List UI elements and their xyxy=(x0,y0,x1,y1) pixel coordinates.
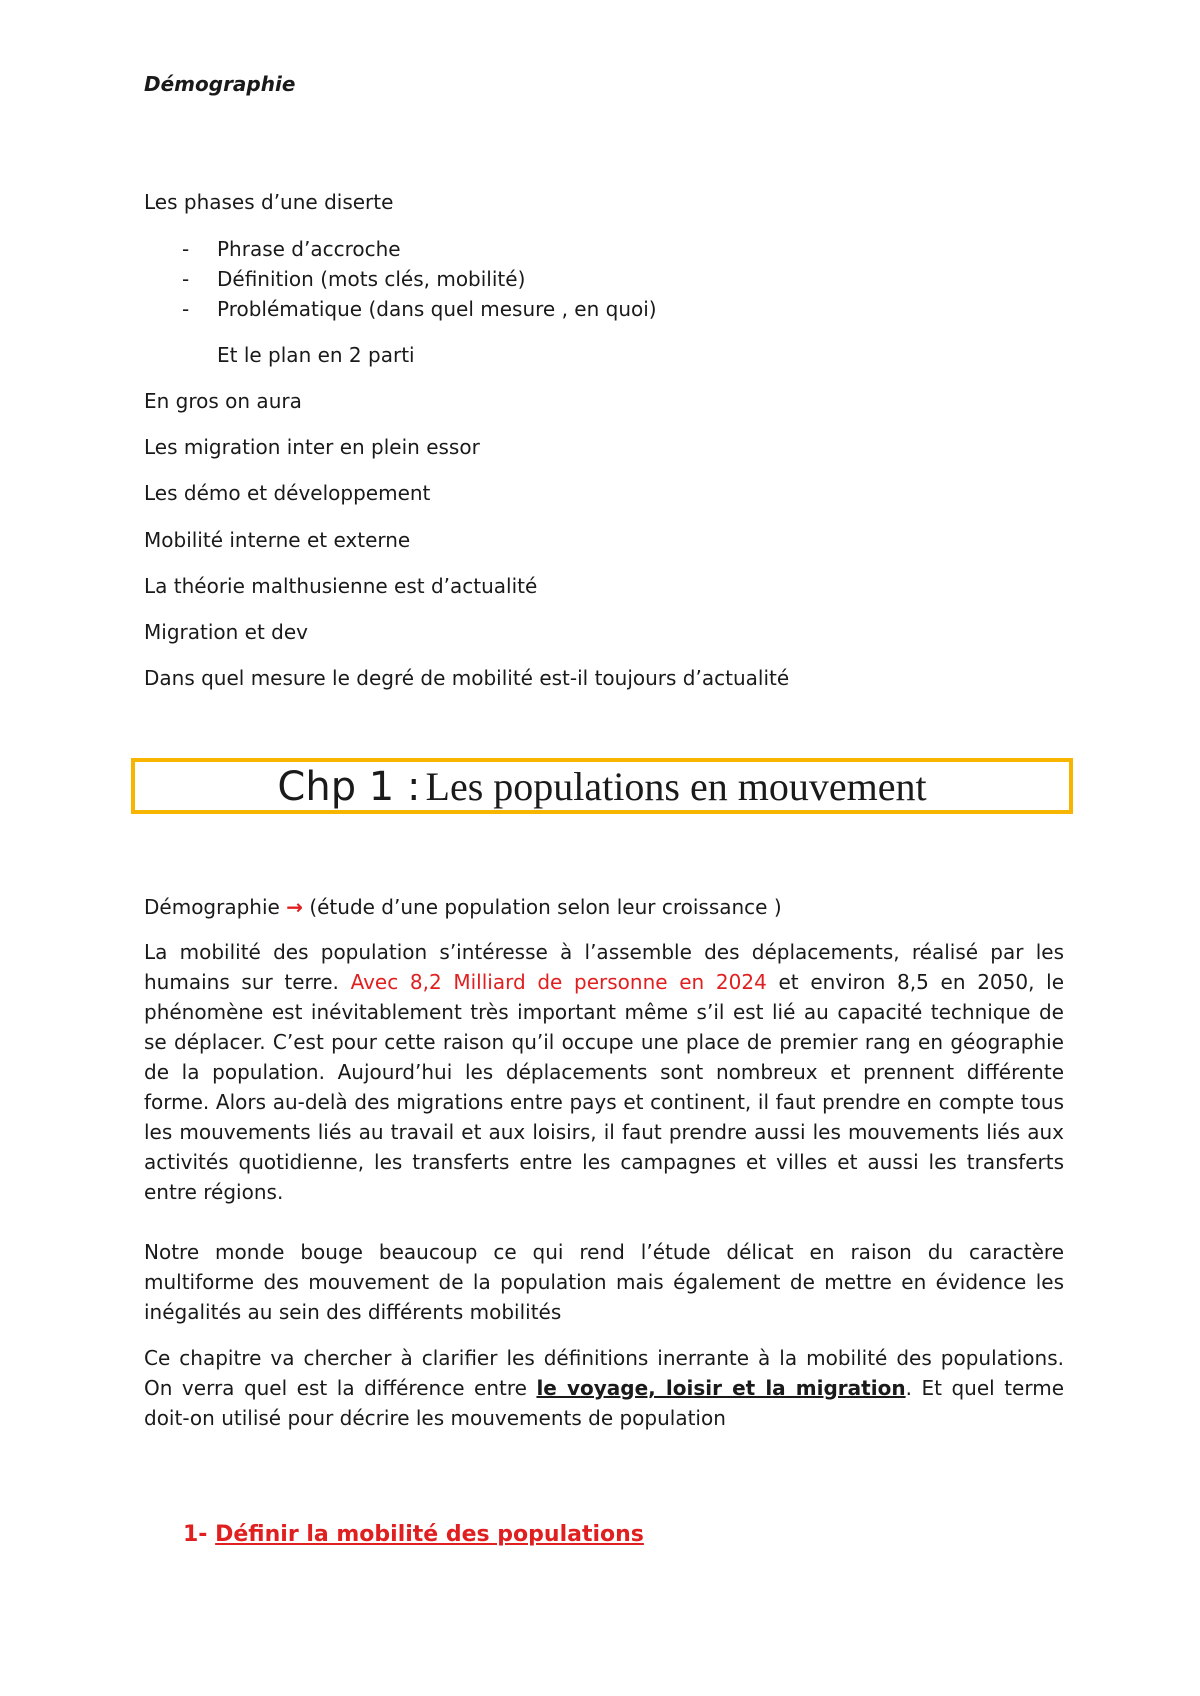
section-number: 1- xyxy=(183,1522,208,1547)
phases-list xyxy=(144,234,657,324)
list-item-text: Phrase d’accroche xyxy=(217,237,401,261)
paragraph-chapter-goal xyxy=(144,1343,1064,1433)
paragraph-text: Ce chapitre va chercher à clarifier les définitions inerrante à la mobilité des populations. On verra quel est la différence entre xyxy=(144,1346,1064,1400)
list-item-text: Définition (mots clés, mobilité) xyxy=(217,267,526,291)
chapter-title: Les populations en mouvement xyxy=(425,764,927,809)
text-line: Les démo et développement xyxy=(144,481,431,505)
list-dash: - xyxy=(182,237,190,261)
phases-heading: Les phases d’une diserte xyxy=(144,190,394,214)
right-arrow-icon: → xyxy=(286,895,303,919)
text-line: La théorie malthusienne est d’actualité xyxy=(144,574,538,598)
text-line: Migration et dev xyxy=(144,620,308,644)
section-heading xyxy=(183,1522,644,1547)
list-item xyxy=(144,264,657,294)
definition-text: (étude d’une population selon leur croissance ) xyxy=(309,895,782,919)
definition-term: Démographie xyxy=(144,895,280,919)
list-dash: - xyxy=(182,297,190,321)
text-line: Dans quel mesure le degré de mobilité est-il toujours d’actualité xyxy=(144,666,790,690)
text-line: Mobilité interne et externe xyxy=(144,528,411,552)
list-item xyxy=(144,294,657,324)
text-line: En gros on aura xyxy=(144,389,302,413)
document-title: Démographie xyxy=(144,72,296,96)
paragraph-world: Notre monde bouge beaucoup ce qui rend l’étude délicat en raison du caractère multiforme des mouvement de la population mais également de mettre en évidence les inégalités au sein des différents mobilités xyxy=(144,1240,1064,1324)
chapter-number: Chp 1 : xyxy=(277,764,421,810)
list-item-text: Problématique (dans quel mesure , en quoi) xyxy=(217,297,657,321)
paragraph-text: La mobilité des population s’intéresse à l’assemble des déplacements, réalisé par les humains sur terre. xyxy=(144,940,1064,994)
list-item xyxy=(144,234,657,264)
list-dash: - xyxy=(182,267,190,291)
chapter-heading-box xyxy=(131,758,1073,814)
paragraph-text: . Et quel terme doit-on utilisé pour décrire les mouvements de population xyxy=(144,1376,1064,1430)
emphasized-terms: le voyage, loisir et la migration xyxy=(536,1376,906,1400)
highlighted-statistic: Avec 8,2 Milliard de personne en 2024 xyxy=(350,970,767,994)
plan-line: Et le plan en 2 parti xyxy=(217,343,415,367)
section-title: Définir la mobilité des populations xyxy=(215,1522,644,1547)
paragraph-mobility xyxy=(144,937,1064,1207)
definition-line xyxy=(144,895,782,919)
text-line: Les migration inter en plein essor xyxy=(144,435,480,459)
paragraph-text: et environ 8,5 en 2050, le phénomène est inévitablement très important même s’il est lié au capacité technique de se déplacer. C’est pour cette raison qu’il occupe une place de premier rang en géographie de la population. Aujourd’hui les déplacements sont nombreux et prennent différente forme. Alors au-delà des migrations entre pays et continent, il faut prendre en compte tous les mouvements liés au travail et aux loisirs, il faut prendre aussi les mouvements liés aux activités quotidienne, les transferts entre les campagnes et villes et aussi les transferts entre régions. xyxy=(144,970,1064,1204)
